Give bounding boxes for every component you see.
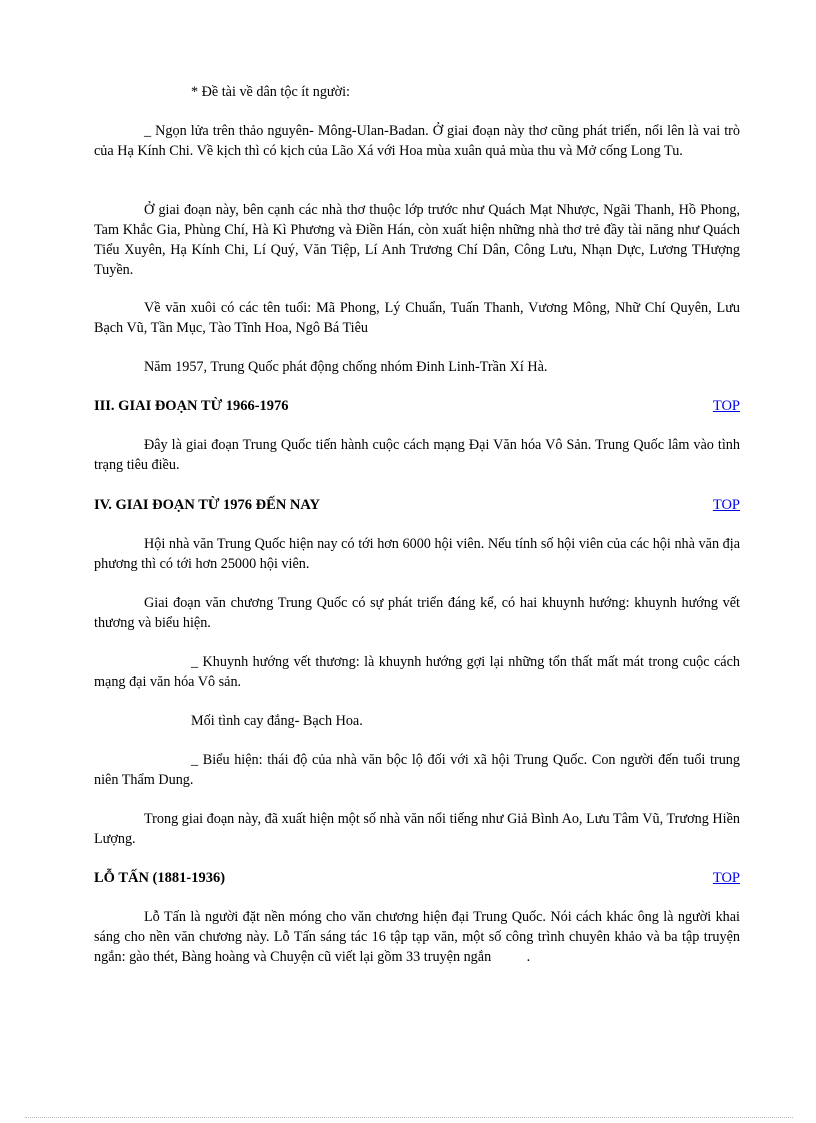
section-heading-lo-tan: [94, 868, 740, 888]
top-link[interactable]: TOP: [712, 497, 740, 513]
paragraph: Giai đoạn văn chương Trung Quốc có sự phát triển đáng kể, có hai khuynh hướng: khuynh hướng vết thương và biểu hiện.: [94, 595, 740, 631]
paragraph: Hội nhà văn Trung Quốc hiện nay có tới hơn 6000 hội viên. Nếu tính số hội viên của các hội nhà văn địa phương thì có tới hơn 25000 hội viên.: [94, 536, 740, 572]
paragraph: _ Khuynh hướng vết thương: là khuynh hướng gợi lại những tổn thất mất mát trong cuộc cách mạng đại văn hóa Vô sản.: [94, 654, 740, 690]
paragraph: Ở giai đoạn này, bên cạnh các nhà thơ thuộc lớp trước như Quách Mạt Nhược, Ngãi Thanh, Hồ Phong, Tam Khắc Gia, Phùng Chí, Hà Kì Phương và Điền Hán, còn xuất hiện những nhà thơ trẻ đầy tài năng như Quách Tiểu Xuyên, Hạ Kính Chi, Lí Quý, Văn Tiệp, Lí Anh Trương Chí Dân, Công Lưu, Nhạn Dực, Lương THượng Tuyền.: [94, 202, 740, 278]
section-heading-iv: [94, 495, 740, 515]
section-heading-iii: [94, 396, 740, 416]
paragraph: _ Ngọn lửa trên thảo nguyên- Mông-Ulan-Badan. Ở giai đoạn này thơ cũng phát triển, nổi lên là vai trò của Hạ Kính Chi. Về kịch thì có kịch của Lão Xá với Hoa mùa xuân quả mùa thu và Mở cống Long Tu.: [94, 123, 740, 159]
heading-title: IV. GIAI ĐOẠN TỪ 1976 ĐẾN NAY: [94, 497, 320, 513]
heading-title: LỖ TẤN (1881-1936): [94, 870, 226, 886]
paragraph: Đây là giai đoạn Trung Quốc tiến hành cuộc cách mạng Đại Văn hóa Vô Sản. Trung Quốc lâm vào tình trạng tiêu điều.: [94, 437, 740, 473]
paragraph: _ Biểu hiện: thái độ của nhà văn bộc lộ đối với xã hội Trung Quốc. Con người đến tuổi trung niên Thẩm Dung.: [94, 752, 740, 788]
paragraph: Mối tình cay đắng- Bạch Hoa.: [191, 713, 363, 729]
paragraph: Lỗ Tấn là người đặt nền móng cho văn chương hiện đại Trung Quốc. Nói cách khác ông là người khai sáng cho nền văn chương này. Lỗ Tấn sáng tác 16 tập tạp văn, một số công trình chuyên khảo và ba tập truyện ngắn: gào thét, Bàng hoàng và Chuyện cũ viết lại gồm 33 truyện ngắn .: [94, 909, 744, 965]
page-bottom-divider: [25, 1117, 793, 1118]
paragraph: * Đề tài về dân tộc ít người:: [191, 84, 350, 100]
paragraph: Về văn xuôi có các tên tuổi: Mã Phong, Lý Chuẩn, Tuấn Thanh, Vương Mông, Nhữ Chí Quyên, Lưu Bạch Vũ, Tần Mục, Tào Tĩnh Hoa, Ngô Bá Tiêu: [94, 300, 740, 336]
paragraph: Trong giai đoạn này, đã xuất hiện một số nhà văn nổi tiếng như Giả Bình Ao, Lưu Tâm Vũ, Trương Hiền Lượng.: [94, 811, 740, 847]
top-link[interactable]: TOP: [712, 398, 740, 414]
heading-title: III. GIAI ĐOẠN TỪ 1966-1976: [94, 398, 289, 414]
paragraph: Năm 1957, Trung Quốc phát động chống nhóm Đinh Linh-Trần Xí Hà.: [144, 359, 548, 375]
top-link[interactable]: TOP: [712, 870, 740, 886]
